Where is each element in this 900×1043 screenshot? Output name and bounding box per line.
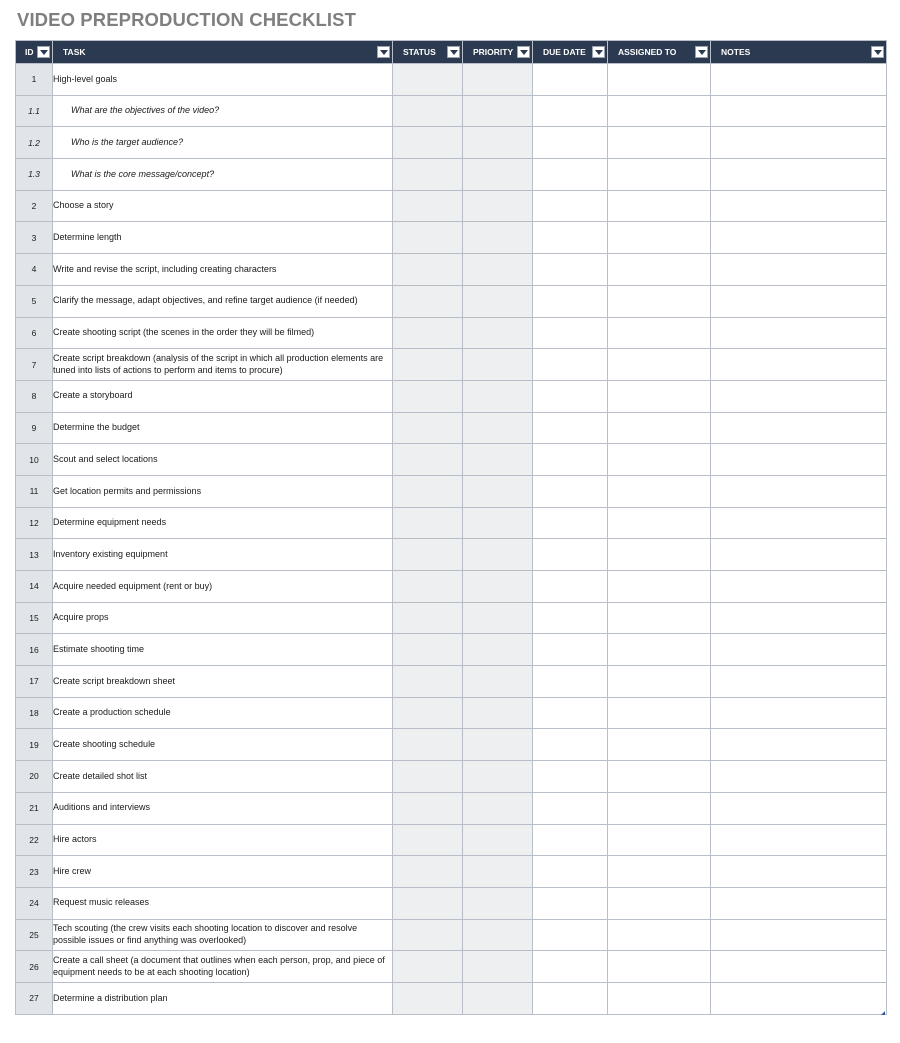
notes-cell[interactable]: [711, 951, 887, 983]
assigned-to-cell[interactable]: [608, 95, 711, 127]
notes-cell[interactable]: [711, 887, 887, 919]
table-row: [16, 792, 887, 824]
notes-cell[interactable]: [711, 254, 887, 286]
task-cell[interactable]: Hire actors: [53, 824, 393, 856]
status-cell[interactable]: [393, 539, 463, 571]
id-cell[interactable]: 5: [16, 285, 53, 317]
due-date-cell[interactable]: [533, 412, 608, 444]
notes-cell[interactable]: [711, 95, 887, 127]
task-cell[interactable]: Create a production schedule: [53, 697, 393, 729]
task-cell[interactable]: Estimate shooting time: [53, 634, 393, 666]
assigned-to-cell[interactable]: [608, 539, 711, 571]
table-row: [16, 285, 887, 317]
id-cell[interactable]: 16: [16, 634, 53, 666]
priority-cell[interactable]: [463, 507, 533, 539]
due-date-cell[interactable]: [533, 887, 608, 919]
notes-cell[interactable]: [711, 634, 887, 666]
status-cell[interactable]: [393, 602, 463, 634]
task-cell[interactable]: Determine a distribution plan: [53, 982, 393, 1014]
task-cell[interactable]: Auditions and interviews: [53, 792, 393, 824]
notes-cell[interactable]: [711, 285, 887, 317]
table-row: [16, 982, 887, 1014]
column-header-label: PRIORITY: [473, 47, 514, 57]
task-cell[interactable]: Determine the budget: [53, 412, 393, 444]
task-cell[interactable]: Who is the target audience?: [53, 127, 393, 159]
status-cell[interactable]: [393, 317, 463, 349]
notes-cell[interactable]: [711, 666, 887, 698]
due-date-cell[interactable]: [533, 95, 608, 127]
id-cell[interactable]: 22: [16, 824, 53, 856]
id-cell[interactable]: 10: [16, 444, 53, 476]
status-cell[interactable]: [393, 792, 463, 824]
due-date-cell[interactable]: [533, 539, 608, 571]
due-date-cell[interactable]: [533, 317, 608, 349]
status-cell[interactable]: [393, 285, 463, 317]
column-header-label: ID: [25, 47, 34, 57]
task-cell[interactable]: What are the objectives of the video?: [53, 95, 393, 127]
notes-cell[interactable]: [711, 222, 887, 254]
id-cell[interactable]: 11: [16, 475, 53, 507]
priority-cell[interactable]: [463, 697, 533, 729]
status-cell[interactable]: [393, 254, 463, 286]
status-cell[interactable]: [393, 697, 463, 729]
notes-cell[interactable]: [711, 507, 887, 539]
due-date-cell[interactable]: [533, 951, 608, 983]
due-date-cell[interactable]: [533, 792, 608, 824]
due-date-cell[interactable]: [533, 919, 608, 951]
status-cell[interactable]: [393, 380, 463, 412]
id-cell[interactable]: 20: [16, 761, 53, 793]
assigned-to-cell[interactable]: [608, 951, 711, 983]
table-row: [16, 919, 887, 951]
status-cell[interactable]: [393, 222, 463, 254]
table-row: [16, 856, 887, 888]
filter-dropdown-icon[interactable]: [517, 46, 530, 58]
assigned-to-cell[interactable]: [608, 887, 711, 919]
id-cell[interactable]: 1.1: [16, 95, 53, 127]
task-cell[interactable]: High-level goals: [53, 64, 393, 96]
table-row: [16, 159, 887, 191]
due-date-cell[interactable]: [533, 380, 608, 412]
task-cell[interactable]: Tech scouting (the crew visits each shooting location to discover and resolve possible issues or find anything was overlooked): [53, 919, 393, 951]
due-date-cell[interactable]: [533, 761, 608, 793]
priority-cell[interactable]: [463, 856, 533, 888]
task-cell[interactable]: Create script breakdown sheet: [53, 666, 393, 698]
due-date-cell[interactable]: [533, 127, 608, 159]
assigned-to-cell[interactable]: [608, 475, 711, 507]
due-date-cell[interactable]: [533, 190, 608, 222]
id-cell[interactable]: 27: [16, 982, 53, 1014]
table-row: [16, 761, 887, 793]
id-cell[interactable]: 17: [16, 666, 53, 698]
table-row: [16, 539, 887, 571]
id-cell[interactable]: 21: [16, 792, 53, 824]
table-row: [16, 127, 887, 159]
priority-cell[interactable]: [463, 254, 533, 286]
due-date-cell[interactable]: [533, 64, 608, 96]
priority-cell[interactable]: [463, 666, 533, 698]
notes-cell[interactable]: [711, 349, 887, 381]
priority-cell[interactable]: [463, 982, 533, 1014]
task-cell[interactable]: Clarify the message, adapt objectives, and refine target audience (if needed): [53, 285, 393, 317]
priority-cell[interactable]: [463, 444, 533, 476]
table-row: [16, 824, 887, 856]
table-row: [16, 475, 887, 507]
notes-cell[interactable]: [711, 539, 887, 571]
id-cell[interactable]: 1: [16, 64, 53, 96]
notes-cell[interactable]: [711, 982, 887, 1014]
table-body: [16, 64, 887, 1015]
notes-cell[interactable]: [711, 729, 887, 761]
priority-cell[interactable]: [463, 634, 533, 666]
header-row: [16, 41, 887, 64]
task-cell[interactable]: Write and revise the script, including creating characters: [53, 254, 393, 286]
table-row: [16, 634, 887, 666]
notes-cell[interactable]: [711, 824, 887, 856]
column-header-task: [53, 41, 393, 64]
table-row: [16, 697, 887, 729]
status-cell[interactable]: [393, 887, 463, 919]
task-cell[interactable]: Choose a story: [53, 190, 393, 222]
assigned-to-cell[interactable]: [608, 602, 711, 634]
priority-cell[interactable]: [463, 729, 533, 761]
due-date-cell[interactable]: [533, 507, 608, 539]
priority-cell[interactable]: [463, 159, 533, 191]
priority-cell[interactable]: [463, 127, 533, 159]
status-cell[interactable]: [393, 412, 463, 444]
status-cell[interactable]: [393, 190, 463, 222]
table-row: [16, 444, 887, 476]
notes-cell[interactable]: [711, 317, 887, 349]
status-cell[interactable]: [393, 159, 463, 191]
table-row: [16, 254, 887, 286]
column-header-label: TASK: [63, 47, 86, 57]
due-date-cell[interactable]: [533, 982, 608, 1014]
assigned-to-cell[interactable]: [608, 127, 711, 159]
due-date-cell[interactable]: [533, 697, 608, 729]
notes-cell[interactable]: [711, 761, 887, 793]
status-cell[interactable]: [393, 127, 463, 159]
id-cell[interactable]: 25: [16, 919, 53, 951]
priority-cell[interactable]: [463, 761, 533, 793]
assigned-to-cell[interactable]: [608, 317, 711, 349]
assigned-to-cell[interactable]: [608, 412, 711, 444]
task-cell[interactable]: Determine length: [53, 222, 393, 254]
status-cell[interactable]: [393, 475, 463, 507]
assigned-to-cell[interactable]: [608, 254, 711, 286]
filter-dropdown-icon[interactable]: [695, 46, 708, 58]
column-header-label: ASSIGNED TO: [618, 47, 677, 57]
assigned-to-cell[interactable]: [608, 634, 711, 666]
assigned-to-cell[interactable]: [608, 697, 711, 729]
table-row: [16, 64, 887, 96]
column-header-notes: [711, 41, 887, 64]
priority-cell[interactable]: [463, 951, 533, 983]
status-cell[interactable]: [393, 824, 463, 856]
due-date-cell[interactable]: [533, 349, 608, 381]
priority-cell[interactable]: [463, 412, 533, 444]
table-row: [16, 380, 887, 412]
column-header-label: STATUS: [403, 47, 436, 57]
assigned-to-cell[interactable]: [608, 824, 711, 856]
assigned-to-cell[interactable]: [608, 856, 711, 888]
assigned-to-cell[interactable]: [608, 982, 711, 1014]
table-row: [16, 349, 887, 381]
priority-cell[interactable]: [463, 64, 533, 96]
column-header-id: [16, 41, 53, 64]
due-date-cell[interactable]: [533, 475, 608, 507]
status-cell[interactable]: [393, 761, 463, 793]
due-date-cell[interactable]: [533, 254, 608, 286]
due-date-cell[interactable]: [533, 602, 608, 634]
filter-dropdown-icon[interactable]: [37, 46, 50, 58]
priority-cell[interactable]: [463, 824, 533, 856]
notes-cell[interactable]: [711, 602, 887, 634]
priority-cell[interactable]: [463, 539, 533, 571]
due-date-cell[interactable]: [533, 666, 608, 698]
notes-cell[interactable]: [711, 856, 887, 888]
status-cell[interactable]: [393, 634, 463, 666]
status-cell[interactable]: [393, 444, 463, 476]
filter-dropdown-icon[interactable]: [447, 46, 460, 58]
id-cell[interactable]: 3: [16, 222, 53, 254]
id-cell[interactable]: 4: [16, 254, 53, 286]
table-row: [16, 666, 887, 698]
status-cell[interactable]: [393, 666, 463, 698]
task-cell[interactable]: Scout and select locations: [53, 444, 393, 476]
notes-cell[interactable]: [711, 190, 887, 222]
priority-cell[interactable]: [463, 95, 533, 127]
table-row: [16, 190, 887, 222]
table-row: [16, 222, 887, 254]
id-cell[interactable]: 9: [16, 412, 53, 444]
column-header-label: DUE DATE: [543, 47, 586, 57]
status-cell[interactable]: [393, 95, 463, 127]
assigned-to-cell[interactable]: [608, 666, 711, 698]
notes-cell[interactable]: [711, 64, 887, 96]
status-cell[interactable]: [393, 64, 463, 96]
assigned-to-cell[interactable]: [608, 919, 711, 951]
task-cell[interactable]: Get location permits and permissions: [53, 475, 393, 507]
id-cell[interactable]: 18: [16, 697, 53, 729]
due-date-cell[interactable]: [533, 159, 608, 191]
table-row: [16, 412, 887, 444]
priority-cell[interactable]: [463, 792, 533, 824]
id-cell[interactable]: 23: [16, 856, 53, 888]
due-date-cell[interactable]: [533, 444, 608, 476]
priority-cell[interactable]: [463, 190, 533, 222]
status-cell[interactable]: [393, 919, 463, 951]
notes-cell[interactable]: [711, 127, 887, 159]
status-cell[interactable]: [393, 982, 463, 1014]
notes-cell[interactable]: [711, 444, 887, 476]
id-cell[interactable]: 6: [16, 317, 53, 349]
task-cell[interactable]: Hire crew: [53, 856, 393, 888]
task-cell[interactable]: Create detailed shot list: [53, 761, 393, 793]
column-header-priority: [463, 41, 533, 64]
priority-cell[interactable]: [463, 349, 533, 381]
notes-cell[interactable]: [711, 571, 887, 603]
status-cell[interactable]: [393, 951, 463, 983]
assigned-to-cell[interactable]: [608, 729, 711, 761]
notes-cell[interactable]: [711, 475, 887, 507]
id-cell[interactable]: 19: [16, 729, 53, 761]
priority-cell[interactable]: [463, 380, 533, 412]
task-cell[interactable]: Create shooting script (the scenes in the order they will be filmed): [53, 317, 393, 349]
priority-cell[interactable]: [463, 571, 533, 603]
due-date-cell[interactable]: [533, 729, 608, 761]
column-header-assigned-to: [608, 41, 711, 64]
priority-cell[interactable]: [463, 317, 533, 349]
task-cell[interactable]: Inventory existing equipment: [53, 539, 393, 571]
assigned-to-cell[interactable]: [608, 222, 711, 254]
due-date-cell[interactable]: [533, 285, 608, 317]
table-row: [16, 602, 887, 634]
status-cell[interactable]: [393, 729, 463, 761]
table-row: [16, 317, 887, 349]
id-cell[interactable]: 13: [16, 539, 53, 571]
status-cell[interactable]: [393, 507, 463, 539]
filter-dropdown-icon[interactable]: [377, 46, 390, 58]
id-cell[interactable]: 7: [16, 349, 53, 381]
assigned-to-cell[interactable]: [608, 64, 711, 96]
due-date-cell[interactable]: [533, 222, 608, 254]
task-cell[interactable]: Create shooting schedule: [53, 729, 393, 761]
id-cell[interactable]: 8: [16, 380, 53, 412]
checklist-table: [15, 40, 887, 1015]
status-cell[interactable]: [393, 571, 463, 603]
task-cell[interactable]: Request music releases: [53, 887, 393, 919]
status-cell[interactable]: [393, 856, 463, 888]
due-date-cell[interactable]: [533, 571, 608, 603]
priority-cell[interactable]: [463, 222, 533, 254]
assigned-to-cell[interactable]: [608, 792, 711, 824]
notes-cell[interactable]: [711, 412, 887, 444]
id-cell[interactable]: 26: [16, 951, 53, 983]
task-cell[interactable]: Determine equipment needs: [53, 507, 393, 539]
assigned-to-cell[interactable]: [608, 761, 711, 793]
due-date-cell[interactable]: [533, 856, 608, 888]
priority-cell[interactable]: [463, 475, 533, 507]
task-cell[interactable]: Acquire props: [53, 602, 393, 634]
assigned-to-cell[interactable]: [608, 159, 711, 191]
id-cell[interactable]: 12: [16, 507, 53, 539]
assigned-to-cell[interactable]: [608, 285, 711, 317]
table-row: [16, 729, 887, 761]
notes-cell[interactable]: [711, 697, 887, 729]
assigned-to-cell[interactable]: [608, 444, 711, 476]
priority-cell[interactable]: [463, 602, 533, 634]
column-header-due-date: [533, 41, 608, 64]
priority-cell[interactable]: [463, 919, 533, 951]
id-cell[interactable]: 1.2: [16, 127, 53, 159]
task-cell[interactable]: Create script breakdown (analysis of the script in which all production elements are tuned into lists of actions to perform and items to procure): [53, 349, 393, 381]
task-cell[interactable]: Create a call sheet (a document that outlines when each person, prop, and piece of equipment needs to be at each shooting location): [53, 951, 393, 983]
table-row: [16, 507, 887, 539]
assigned-to-cell[interactable]: [608, 190, 711, 222]
filter-dropdown-icon[interactable]: [871, 46, 884, 58]
notes-cell[interactable]: [711, 380, 887, 412]
assigned-to-cell[interactable]: [608, 349, 711, 381]
id-cell[interactable]: 15: [16, 602, 53, 634]
filter-dropdown-icon[interactable]: [592, 46, 605, 58]
assigned-to-cell[interactable]: [608, 380, 711, 412]
task-cell[interactable]: Create a storyboard: [53, 380, 393, 412]
table-row: [16, 951, 887, 983]
priority-cell[interactable]: [463, 887, 533, 919]
assigned-to-cell[interactable]: [608, 571, 711, 603]
task-cell[interactable]: What is the core message/concept?: [53, 159, 393, 191]
table-resize-handle[interactable]: [881, 1011, 885, 1015]
id-cell[interactable]: 1.3: [16, 159, 53, 191]
column-header-label: NOTES: [721, 47, 751, 57]
status-cell[interactable]: [393, 349, 463, 381]
id-cell[interactable]: 14: [16, 571, 53, 603]
assigned-to-cell[interactable]: [608, 507, 711, 539]
due-date-cell[interactable]: [533, 824, 608, 856]
id-cell[interactable]: 24: [16, 887, 53, 919]
table-row: [16, 95, 887, 127]
id-cell[interactable]: 2: [16, 190, 53, 222]
priority-cell[interactable]: [463, 285, 533, 317]
table-row: [16, 571, 887, 603]
due-date-cell[interactable]: [533, 634, 608, 666]
table-row: [16, 887, 887, 919]
notes-cell[interactable]: [711, 919, 887, 951]
page-title: VIDEO PREPRODUCTION CHECKLIST: [17, 9, 357, 30]
notes-cell[interactable]: [711, 159, 887, 191]
notes-cell[interactable]: [711, 792, 887, 824]
task-cell[interactable]: Acquire needed equipment (rent or buy): [53, 571, 393, 603]
column-header-status: [393, 41, 463, 64]
